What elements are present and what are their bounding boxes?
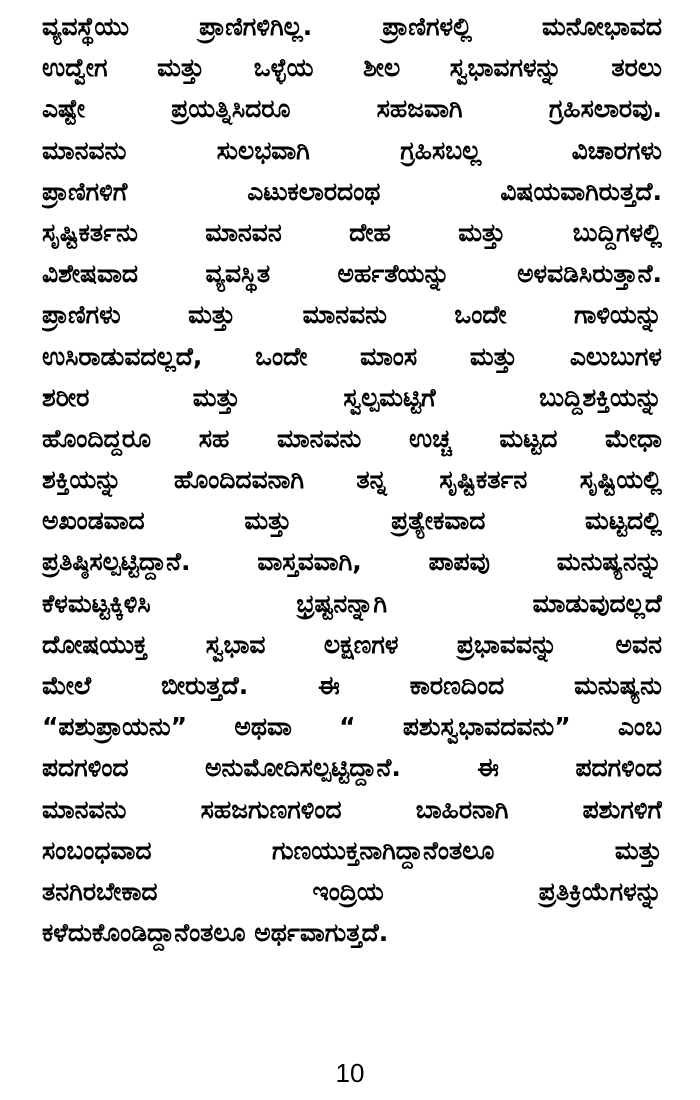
text-line-19: ಪದಗಳಿಂದ ಅನುಮೋದಿಸಲ್ಪಟ್ಟಿದ್ದಾನೆ. ಈ ಪದಗಳಿಂದ bbox=[42, 753, 662, 783]
text-line-2: ಉದ್ವೇಗ ಮತ್ತು ಒಳ್ಳೆಯ ಶೀಲ ಸ್ವಭಾವಗಳನ್ನು ತರಲು bbox=[42, 53, 662, 83]
text-line-3: ಎಷ್ಟೇ ಪ್ರಯತ್ನಿಸಿದರೂ ಸಹಜವಾಗಿ ಗ್ರಹಿಸಲಾರವು. bbox=[42, 94, 662, 124]
text-line-7: ವಿಶೇಷವಾದ ವ್ಯವಸ್ಥಿತ ಅರ್ಹತೆಯನ್ನು ಅಳವಡಿಸಿರುತ್ತಾನೆ. bbox=[42, 259, 662, 289]
body-text bbox=[42, 6, 662, 953]
text-line-15: ಕೆಳಮಟ್ಟಕ್ಕಿಳಿಸಿ ಭ್ರಷ್ಟನನ್ನಾಗಿ ಮಾಡುವುದಲ್ಲದೆ bbox=[42, 588, 662, 618]
text-line-16: ದೋಷಯುಕ್ತ ಸ್ವಭಾವ ಲಕ್ಷಣಗಳ ಪ್ರಭಾವವನ್ನು ಅವನ bbox=[42, 629, 662, 659]
text-line-17: ಮೇಲೆ ಬೀರುತ್ತದೆ. ಈ ಕಾರಣದಿಂದ ಮನುಷ್ಯನು bbox=[42, 671, 662, 700]
text-line-11: ಹೊಂದಿದ್ದರೂ ಸಹ ಮಾನವನು ಉಚ್ಚ ಮಟ್ಟದ ಮೇಧಾ bbox=[42, 423, 662, 453]
text-line-13: ಅಖಂಡವಾದ ಮತ್ತು ಪ್ರತ್ಯೇಕವಾದ ಮಟ್ಟದಲ್ಲಿ bbox=[42, 506, 662, 536]
text-line-1: ವ್ಯವಸ್ಥೆಯು ಪ್ರಾಣಿಗಳಿಗಿಲ್ಲ. ಪ್ರಾಣಿಗಳಲ್ಲಿ ಮನೋಭಾವದ bbox=[42, 12, 662, 41]
text-line-12: ಶಕ್ತಿಯನ್ನು ಹೊಂದಿದವನಾಗಿ ತನ್ನ ಸೃಷ್ಟಿಕರ್ತನ ಸೃಷ್ಟಿಯಲ್ಲಿ bbox=[42, 465, 662, 495]
text-line-18: “ಪಶುಪ್ರಾಯನು” ಅಥವಾ “ ಪಶುಸ್ವಭಾವದವನು” ಎಂಬ bbox=[42, 712, 662, 742]
text-line-22: ತನಗಿರಬೇಕಾದ ಇಂದ್ರಿಯ ಪ್ರತಿಕ್ರಿಯೆಗಳನ್ನು bbox=[42, 876, 662, 906]
text-line-20: ಮಾನವನು ಸಹಜಗುಣಗಳಿಂದ ಬಾಹಿರನಾಗಿ ಪಶುಗಳಿಗೆ bbox=[42, 794, 662, 824]
text-line-23: ಕಳೆದುಕೊಂಡಿದ್ದಾನೆಂತಲೂ ಅರ್ಥವಾಗುತ್ತದೆ. bbox=[42, 918, 389, 948]
page-number: 10 bbox=[335, 1058, 365, 1088]
text-line-6: ಸೃಷ್ಟಿಕರ್ತನು ಮಾನವನ ದೇಹ ಮತ್ತು ಬುದ್ದಿಗಳಲ್ಲಿ bbox=[42, 217, 662, 247]
text-line-14: ಪ್ರತಿಷ್ಠಿಸಲ್ಪಟ್ಟಿದ್ದಾನೆ. ವಾಸ್ತವವಾಗಿ, ಪಾಪವು ಮನುಷ್ಯನನ್ನು bbox=[42, 547, 662, 577]
text-line-5: ಪ್ರಾಣಿಗಳಿಗೆ ಎಟುಕಲಾರದಂಥ ವಿಷಯವಾಗಿರುತ್ತದೆ. bbox=[42, 176, 662, 206]
text-line-4: ಮಾನವನು ಸುಲಭವಾಗಿ ಗ್ರಹಿಸಬಲ್ಲ ವಿಚಾರಗಳು bbox=[42, 135, 662, 165]
text-line-9: ಉಸಿರಾಡುವದಲ್ಲದೆ, ಒಂದೇ ಮಾಂಸ ಮತ್ತು ಎಲುಬುಗಳ bbox=[42, 341, 662, 371]
text-line-8: ಪ್ರಾಣಿಗಳು ಮತ್ತು ಮಾನವನು ಒಂದೇ ಗಾಳಿಯನ್ನು bbox=[42, 300, 662, 330]
text-line-10: ಶರೀರ ಮತ್ತು ಸ್ವಲ್ಪಮಟ್ಟಿಗೆ ಬುದ್ದಿಶಕ್ತಿಯನ್ನು bbox=[42, 382, 662, 412]
text-line-21: ಸಂಬಂಧವಾದ ಗುಣಯುಕ್ತನಾಗಿದ್ದಾನೆಂತಲೂ ಮತ್ತು bbox=[42, 835, 662, 865]
